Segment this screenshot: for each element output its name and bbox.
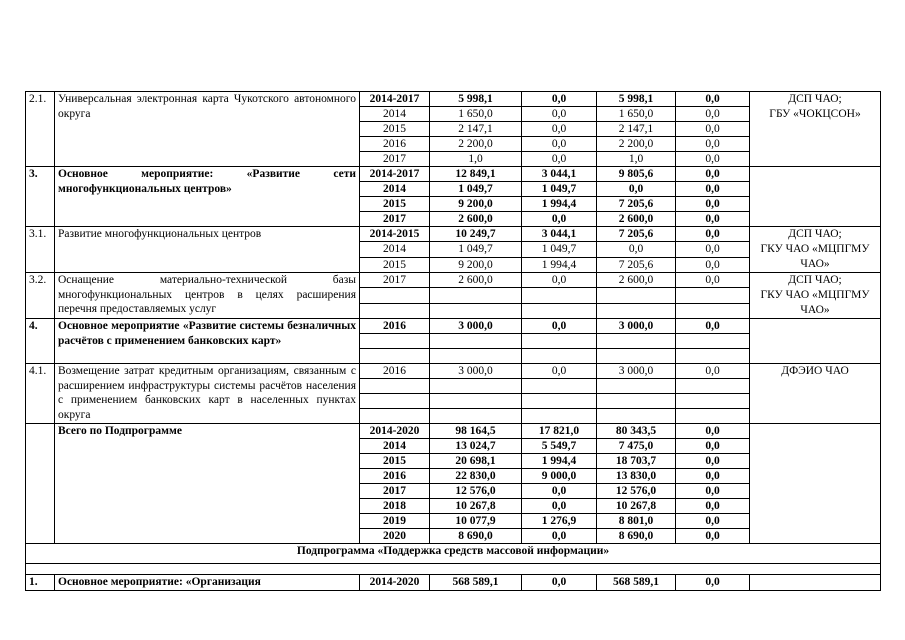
amount-cell: 0,0 [676, 529, 750, 544]
executor-cell [750, 167, 881, 227]
amount-cell: 8 690,0 [430, 529, 522, 544]
amount-cell: 1,0 [597, 152, 676, 167]
amount-cell: 0,0 [522, 484, 597, 499]
row-name: Развитие многофункциональных центров [55, 227, 360, 273]
year-cell: 2014 [360, 182, 430, 197]
empty-cell [676, 394, 750, 409]
amount-cell: 0,0 [522, 92, 597, 107]
empty-cell [676, 349, 750, 364]
year-cell: 2016 [360, 469, 430, 484]
amount-cell: 2 147,1 [430, 122, 522, 137]
table-row [26, 424, 881, 439]
empty-cell [522, 303, 597, 318]
amount-cell: 3 000,0 [597, 364, 676, 379]
row-name: Всего по Подпрограмме [55, 424, 360, 544]
amount-cell: 10 267,8 [597, 499, 676, 514]
subprogram-title: Подпрограмма «Поддержка средств массовой информации» [26, 544, 881, 564]
amount-cell: 0,0 [676, 242, 750, 257]
amount-cell: 0,0 [522, 137, 597, 152]
amount-cell: 2 600,0 [430, 212, 522, 227]
amount-cell: 1 650,0 [597, 107, 676, 122]
empty-cell [597, 349, 676, 364]
empty-cell [597, 303, 676, 318]
amount-cell: 0,0 [676, 122, 750, 137]
year-cell: 2014-2020 [360, 575, 430, 591]
year-cell: 2017 [360, 484, 430, 499]
amount-cell: 5 998,1 [597, 92, 676, 107]
amount-cell: 1 049,7 [522, 182, 597, 197]
amount-cell: 2 600,0 [597, 273, 676, 288]
amount-cell: 0,0 [522, 499, 597, 514]
amount-cell: 3 000,0 [430, 364, 522, 379]
empty-cell [676, 303, 750, 318]
amount-cell: 0,0 [522, 273, 597, 288]
amount-cell: 7 475,0 [597, 439, 676, 454]
executor-cell [750, 575, 881, 591]
amount-cell: 7 205,6 [597, 257, 676, 272]
amount-cell: 0,0 [676, 152, 750, 167]
empty-cell [676, 379, 750, 394]
year-cell: 2016 [360, 364, 430, 379]
row-number: 4.1. [26, 364, 55, 424]
amount-cell: 0,0 [597, 242, 676, 257]
amount-cell: 80 343,5 [597, 424, 676, 439]
table-row [26, 167, 881, 182]
row-name: Основное мероприятие: «Развитие сети многофункциональных центров» [55, 167, 360, 227]
amount-cell: 1 994,4 [522, 257, 597, 272]
amount-cell: 18 703,7 [597, 454, 676, 469]
amount-cell: 0,0 [676, 167, 750, 182]
empty-cell [430, 303, 522, 318]
empty-cell [430, 409, 522, 424]
amount-cell: 3 044,1 [522, 227, 597, 242]
amount-cell: 0,0 [676, 364, 750, 379]
amount-cell: 0,0 [522, 152, 597, 167]
year-cell: 2014-2017 [360, 167, 430, 182]
amount-cell: 9 200,0 [430, 197, 522, 212]
amount-cell: 1 650,0 [430, 107, 522, 122]
empty-cell [597, 409, 676, 424]
amount-cell: 8 690,0 [597, 529, 676, 544]
amount-cell: 0,0 [676, 499, 750, 514]
amount-cell: 0,0 [676, 197, 750, 212]
amount-cell: 0,0 [597, 182, 676, 197]
empty-cell [360, 394, 430, 409]
amount-cell: 0,0 [676, 182, 750, 197]
amount-cell: 0,0 [676, 439, 750, 454]
year-cell: 2017 [360, 152, 430, 167]
executor-cell [750, 319, 881, 364]
amount-cell: 98 164,5 [430, 424, 522, 439]
empty-cell [360, 303, 430, 318]
row-number: 3.2. [26, 273, 55, 319]
year-cell: 2015 [360, 454, 430, 469]
row-name: Основное мероприятие «Развитие системы безналичных расчётов с применением банковских карт» [55, 319, 360, 364]
amount-cell: 3 000,0 [597, 319, 676, 334]
year-cell: 2015 [360, 122, 430, 137]
year-cell: 2014-2020 [360, 424, 430, 439]
amount-cell: 12 576,0 [597, 484, 676, 499]
table-row [26, 364, 881, 379]
executor-cell [750, 424, 881, 544]
amount-cell: 1 994,4 [522, 197, 597, 212]
empty-cell [430, 379, 522, 394]
amount-cell: 10 249,7 [430, 227, 522, 242]
empty-cell [597, 379, 676, 394]
empty-cell [360, 379, 430, 394]
amount-cell: 2 147,1 [597, 122, 676, 137]
table-row [26, 227, 881, 242]
year-cell: 2014-2015 [360, 227, 430, 242]
empty-cell [430, 334, 522, 349]
amount-cell: 12 576,0 [430, 484, 522, 499]
empty-cell [676, 288, 750, 303]
amount-cell: 12 849,1 [430, 167, 522, 182]
year-cell: 2014 [360, 439, 430, 454]
year-cell: 2017 [360, 212, 430, 227]
amount-cell: 0,0 [676, 484, 750, 499]
amount-cell: 13 830,0 [597, 469, 676, 484]
empty-cell [430, 288, 522, 303]
year-cell: 2018 [360, 499, 430, 514]
amount-cell: 17 821,0 [522, 424, 597, 439]
year-cell: 2014-2017 [360, 92, 430, 107]
amount-cell: 0,0 [676, 257, 750, 272]
amount-cell: 5 998,1 [430, 92, 522, 107]
row-number: 3.1. [26, 227, 55, 273]
amount-cell: 0,0 [676, 454, 750, 469]
amount-cell: 7 205,6 [597, 227, 676, 242]
amount-cell: 10 267,8 [430, 499, 522, 514]
empty-cell [430, 394, 522, 409]
spacer-row [26, 564, 881, 575]
row-number: 3. [26, 167, 55, 227]
empty-cell [522, 379, 597, 394]
amount-cell: 0,0 [522, 212, 597, 227]
empty-cell [522, 334, 597, 349]
amount-cell: 1,0 [430, 152, 522, 167]
amount-cell: 1 049,7 [430, 182, 522, 197]
amount-cell: 1 049,7 [430, 242, 522, 257]
amount-cell: 0,0 [676, 469, 750, 484]
amount-cell: 1 994,4 [522, 454, 597, 469]
executor-cell: ДФЭИО ЧАО [750, 364, 881, 424]
amount-cell: 3 000,0 [430, 319, 522, 334]
row-number: 2.1. [26, 92, 55, 167]
budget-table [25, 91, 881, 591]
empty-cell [597, 394, 676, 409]
amount-cell: 13 024,7 [430, 439, 522, 454]
empty-cell [597, 288, 676, 303]
amount-cell: 9 200,0 [430, 257, 522, 272]
empty-cell [360, 288, 430, 303]
amount-cell: 0,0 [522, 107, 597, 122]
year-cell: 2019 [360, 514, 430, 529]
amount-cell: 1 049,7 [522, 242, 597, 257]
row-number: 1. [26, 575, 55, 591]
amount-cell: 8 801,0 [597, 514, 676, 529]
amount-cell: 2 600,0 [597, 212, 676, 227]
year-cell: 2014 [360, 107, 430, 122]
amount-cell: 0,0 [676, 424, 750, 439]
amount-cell: 1 276,9 [522, 514, 597, 529]
empty-cell [522, 349, 597, 364]
row-name: Оснащение материально-технической базы многофункциональных центров в целях расширения перечня предоставляемых услуг [55, 273, 360, 319]
row-name: Возмещение затрат кредитным организациям, связанным с расширением инфраструктуры системы расчётов населения с применением банковских карт в населенных пунктах округа [55, 364, 360, 424]
executor-cell: ДСП ЧАО; ГБУ «ЧОКЦСОН» [750, 92, 881, 167]
amount-cell: 0,0 [676, 227, 750, 242]
amount-cell: 0,0 [676, 273, 750, 288]
amount-cell: 5 549,7 [522, 439, 597, 454]
table-row [26, 92, 881, 107]
year-cell: 2016 [360, 319, 430, 334]
spacer-cell [26, 564, 881, 575]
amount-cell: 7 205,6 [597, 197, 676, 212]
amount-cell: 0,0 [522, 122, 597, 137]
executor-cell: ДСП ЧАО; ГКУ ЧАО «МЦПГМУ ЧАО» [750, 273, 881, 319]
year-cell: 2017 [360, 273, 430, 288]
amount-cell: 0,0 [522, 319, 597, 334]
empty-cell [522, 409, 597, 424]
table-row [26, 273, 881, 288]
empty-cell [676, 409, 750, 424]
amount-cell: 0,0 [676, 107, 750, 122]
row-number: 4. [26, 319, 55, 364]
amount-cell: 0,0 [522, 364, 597, 379]
executor-cell: ДСП ЧАО; ГКУ ЧАО «МЦПГМУ ЧАО» [750, 227, 881, 273]
row-name: Универсальная электронная карта Чукотского автономного округа [55, 92, 360, 167]
amount-cell: 2 600,0 [430, 273, 522, 288]
amount-cell: 0,0 [676, 212, 750, 227]
amount-cell: 0,0 [676, 514, 750, 529]
amount-cell: 0,0 [522, 529, 597, 544]
empty-cell [360, 409, 430, 424]
amount-cell: 0,0 [676, 92, 750, 107]
amount-cell: 10 077,9 [430, 514, 522, 529]
empty-cell [597, 334, 676, 349]
empty-cell [522, 288, 597, 303]
subprogram-row [26, 544, 881, 564]
amount-cell: 2 200,0 [597, 137, 676, 152]
year-cell: 2015 [360, 197, 430, 212]
year-cell: 2016 [360, 137, 430, 152]
row-number [26, 424, 55, 544]
amount-cell: 9 000,0 [522, 469, 597, 484]
amount-cell: 20 698,1 [430, 454, 522, 469]
amount-cell: 0,0 [676, 137, 750, 152]
year-cell: 2020 [360, 529, 430, 544]
year-cell: 2015 [360, 257, 430, 272]
amount-cell: 9 805,6 [597, 167, 676, 182]
empty-cell [676, 334, 750, 349]
amount-cell: 0,0 [676, 319, 750, 334]
amount-cell: 2 200,0 [430, 137, 522, 152]
empty-cell [360, 334, 430, 349]
table-row [26, 319, 881, 334]
amount-cell: 568 589,1 [430, 575, 522, 591]
amount-cell: 0,0 [522, 575, 597, 591]
amount-cell: 568 589,1 [597, 575, 676, 591]
empty-cell [522, 394, 597, 409]
row-name: Основное мероприятие: «Организация [55, 575, 360, 591]
empty-cell [430, 349, 522, 364]
amount-cell: 22 830,0 [430, 469, 522, 484]
year-cell: 2014 [360, 242, 430, 257]
empty-cell [360, 349, 430, 364]
amount-cell: 0,0 [676, 575, 750, 591]
amount-cell: 3 044,1 [522, 167, 597, 182]
table-row [26, 575, 881, 591]
